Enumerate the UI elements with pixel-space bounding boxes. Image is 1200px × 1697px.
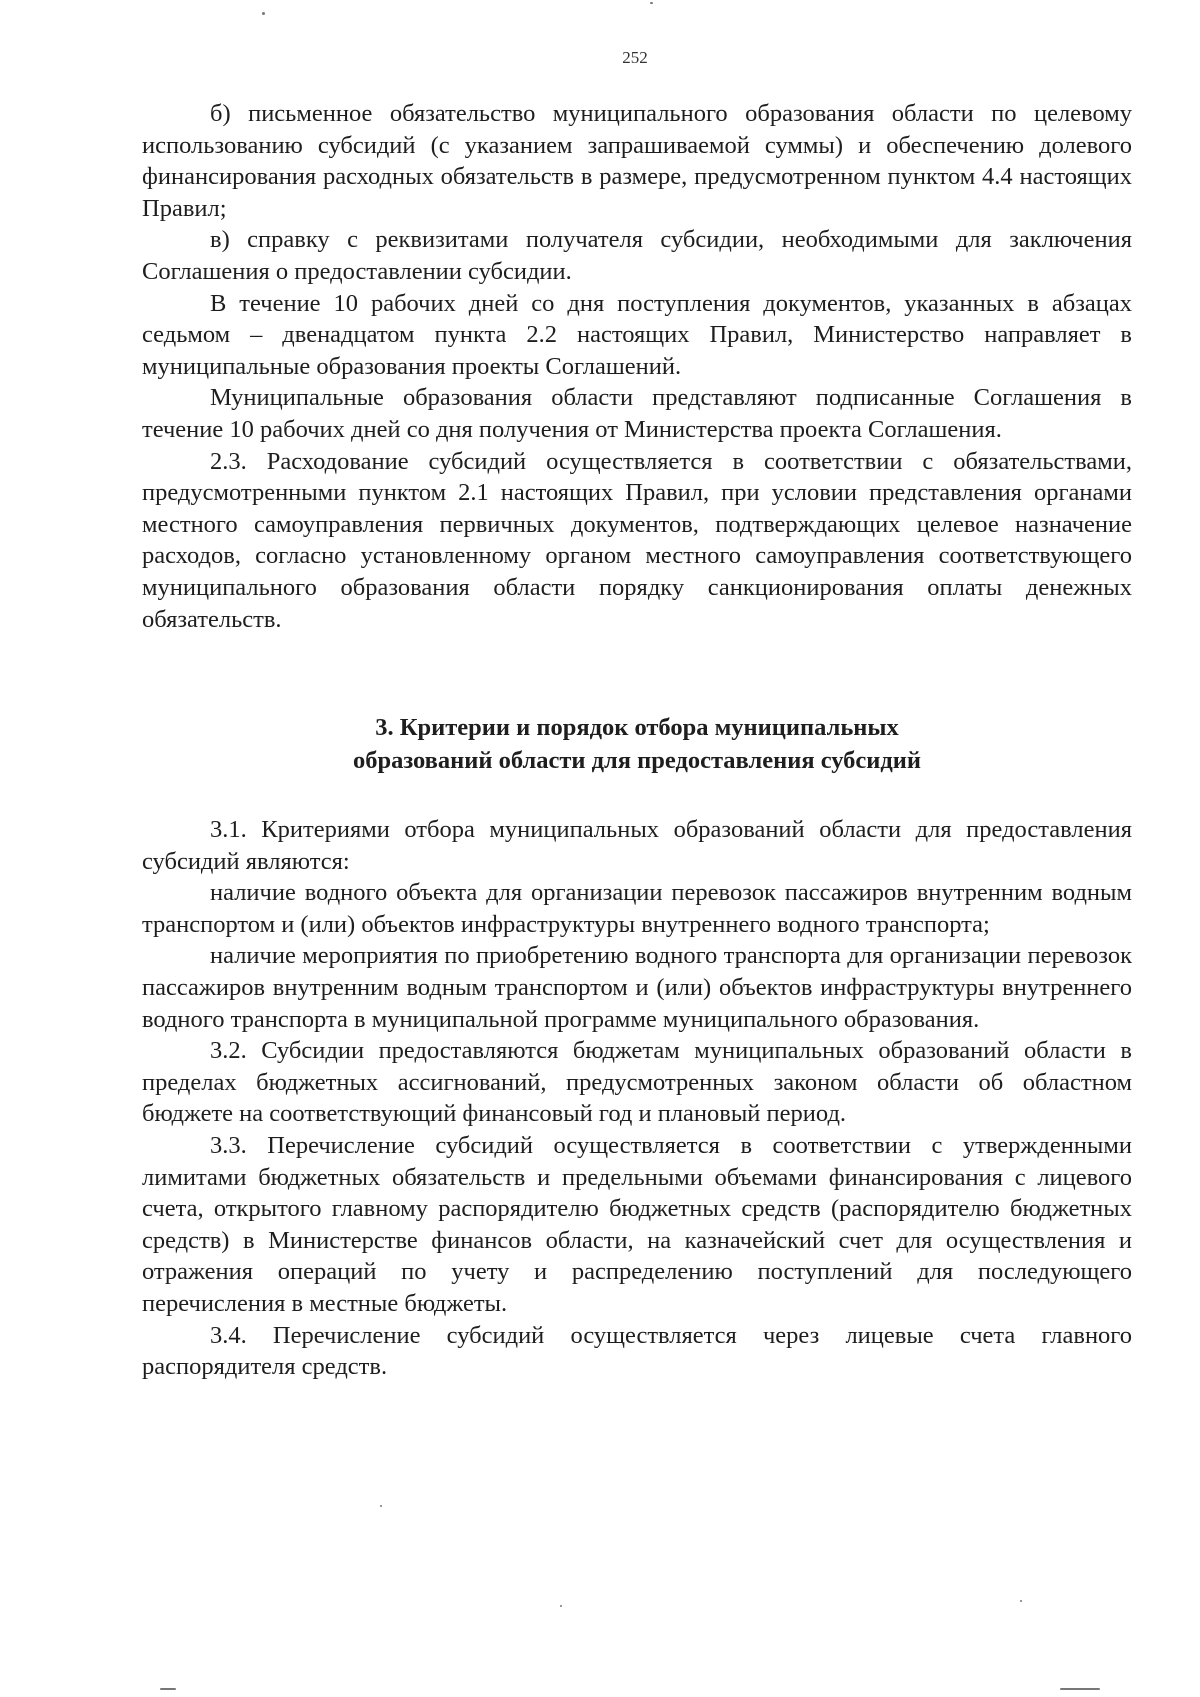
paragraph: Муниципальные образования области представляют подписанные Соглашения в течение 10 рабочих дней со дня получения от Министерства проекта Соглашения.: [142, 384, 1132, 443]
section-heading: [142, 711, 1132, 777]
scan-speck: [1020, 1600, 1022, 1602]
scan-speck: [262, 12, 265, 15]
scan-speck: [650, 2, 653, 4]
scan-speck: [1060, 1688, 1100, 1690]
scan-speck: [380, 1505, 382, 1507]
scan-speck: [560, 1605, 562, 1607]
paragraph: 3.3. Перечисление субсидий осуществляется в соответствии с утвержденными лимитами бюджетных обязательств и предельными объемами финансирования с лицевого счета, открытого главному распорядителю бюджетных средств (распорядителю бюджетных средств) в Министерстве финансов области, на казначейский счет для осуществления и отражения операций по учету и распределению поступлений для последующего перечисления в местные бюджеты.: [142, 1131, 1132, 1317]
section-heading-line-2: образований области для предоставления субсидий: [352, 747, 922, 774]
page-number: 252: [622, 48, 648, 67]
paragraph: В течение 10 рабочих дней со дня поступления документов, указанных в абзацах седьмом – двенадцатом пункта 2.2 настоящих Правил, Министерство направляет в муниципальные образования проекты Соглашений.: [142, 289, 1132, 380]
paragraph: 2.3. Расходование субсидий осуществляется в соответствии с обязательствами, предусмотренными пунктом 2.1 настоящих Правил, при условии представления органами местного самоуправления первичных документов, подтверждающих целевое назначение расходов, согласно установленному органом местного самоуправления соответствующего муниципального образования области порядку санкционирования оплаты денежных обязательств.: [142, 447, 1132, 633]
list-item: наличие водного объекта для организации перевозок пассажиров внутренним водным транспортом и (или) объектов инфраструктуры внутреннего водного транспорта;: [142, 879, 1132, 938]
paragraph: 3.2. Субсидии предоставляются бюджетам муниципальных образований области в пределах бюджетных ассигнований, предусмотренных законом области об областном бюджете на соответствующий финансовый год и плановый период.: [142, 1037, 1132, 1128]
text-block-bottom: [142, 814, 1132, 1383]
scan-speck: [160, 1688, 176, 1690]
paragraph: 3.4. Перечисление субсидий осуществляется через лицевые счета главного распорядителя средств.: [142, 1321, 1132, 1381]
section-heading-line-1: 3. Критерии и порядок отбора муниципальных: [375, 714, 899, 741]
text-block-top: [142, 98, 1132, 635]
paragraph: б) письменное обязательство муниципального образования области по целевому использованию субсидий (с указанием запрашиваемой суммы) и обеспечению долевого финансирования расходных обязательств в размере, предусмотренном пунктом 4.4 настоящих Правил;: [142, 100, 1132, 222]
list-item: наличие мероприятия по приобретению водного транспорта для организации перевозок пассажиров внутренним водным транспортом и (или) объектов инфраструктуры внутреннего водного транспорта в муниципальной программе муниципального образования.: [142, 942, 1132, 1033]
paragraph: 3.1. Критериями отбора муниципальных образований области для предоставления субсидий являются:: [142, 816, 1132, 875]
paragraph: в) справку с реквизитами получателя субсидии, необходимыми для заключения Соглашения о предоставлении субсидии.: [142, 226, 1132, 285]
